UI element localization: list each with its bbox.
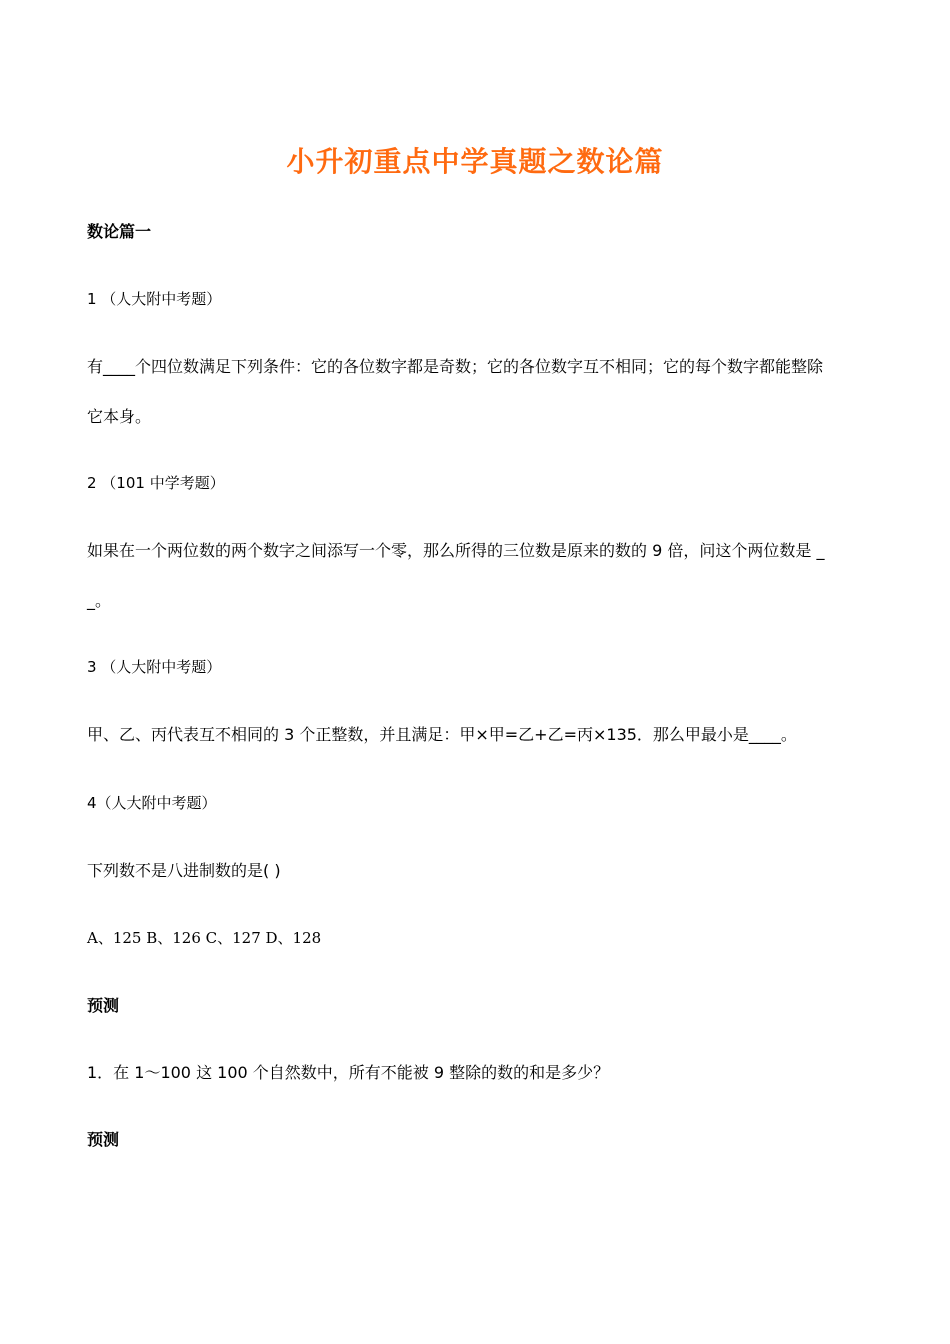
question-1-label: 1 （人大附中考题） [87,290,222,308]
question-4-options: A、125 B、126 C、127 D、128 [87,929,322,947]
question-3-label: 3 （人大附中考题） [87,658,222,676]
section-heading-predict-2: 预测 [87,1130,120,1149]
question-1-text-line1: 有____个四位数满足下列条件：它的各位数字都是奇数；它的各位数字互不相同；它的每个数字都能整除 [87,357,824,376]
question-2-label: 2 （101 中学考题） [87,474,225,492]
question-4-text-line1: 下列数不是八进制数的是( ) [87,861,281,880]
predict-question-1: 1．在 1～100 这 100 个自然数中，所有不能被 9 整除的数的和是多少？ [87,1063,610,1082]
question-4-label: 4（人大附中考题） [87,794,217,812]
question-1-text-line2: 它本身。 [87,407,152,426]
question-2-text-line2: _。 [87,591,112,610]
section-heading-predict-1: 预测 [87,996,120,1015]
question-3-text-line1: 甲、乙、丙代表互不相同的 3 个正整数，并且满足：甲×甲=乙+乙=丙×135．那么甲最小是____。 [87,725,797,744]
document-title: 小升初重点中学真题之数论篇 [286,145,664,178]
section-heading-part1: 数论篇一 [87,222,152,241]
question-2-text-line1: 如果在一个两位数的两个数字之间添写一个零，那么所得的三位数是原来的数的 9 倍，问这个两位数是 _ [87,541,825,560]
